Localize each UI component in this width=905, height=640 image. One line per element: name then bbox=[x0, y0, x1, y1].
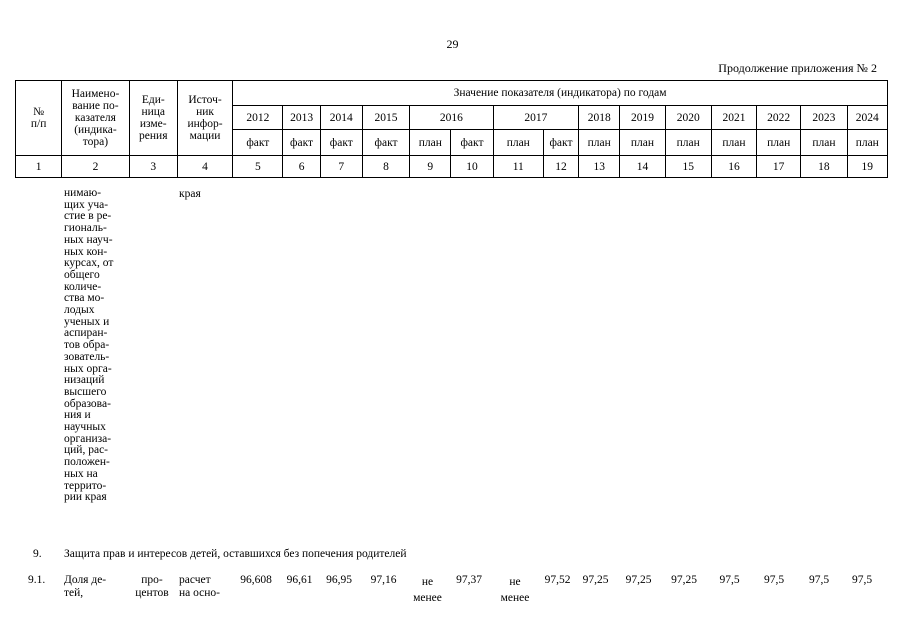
column-number: 15 bbox=[665, 156, 711, 178]
indicator-name-line: ных орга- bbox=[64, 362, 112, 375]
indicator-name-line: ния и bbox=[64, 409, 91, 422]
row-value: 97,5 bbox=[763, 574, 785, 586]
column-number: 9 bbox=[410, 156, 451, 178]
column-number: 10 bbox=[451, 156, 493, 178]
row-number: 9.1. bbox=[28, 574, 46, 586]
header-col-name: Наимено- вание по- казателя (индика- тора) bbox=[62, 81, 129, 156]
section-title: Защита прав и интересов детей, оставшихся без попечения родителей bbox=[64, 548, 407, 560]
indicator-name-line: стие в ре- bbox=[64, 210, 112, 223]
row-value: 97,16 bbox=[370, 574, 397, 586]
indicator-table bbox=[15, 80, 888, 178]
indicator-name-line: ций, рас- bbox=[64, 444, 109, 457]
indicator-name-line: аспиран- bbox=[64, 327, 108, 340]
value-type-label: план bbox=[847, 130, 887, 156]
column-number: 13 bbox=[579, 156, 620, 178]
row-value: не менее bbox=[413, 576, 442, 604]
column-number: 4 bbox=[177, 156, 232, 178]
indicator-name-line: щих уча- bbox=[64, 198, 109, 211]
indicator-name-line: курсах, от bbox=[64, 257, 114, 270]
column-number: 8 bbox=[362, 156, 409, 178]
column-number: 7 bbox=[320, 156, 362, 178]
indicator-name-line: научных bbox=[64, 421, 106, 434]
year-2014: 2014 bbox=[320, 106, 362, 130]
column-number: 2 bbox=[62, 156, 129, 178]
column-number: 12 bbox=[543, 156, 578, 178]
indicator-name-line: рии края bbox=[64, 491, 107, 504]
value-type-label: факт bbox=[283, 130, 320, 156]
column-number: 17 bbox=[757, 156, 801, 178]
indicator-name-line: гиональ- bbox=[64, 222, 107, 235]
value-type-label: план bbox=[493, 130, 543, 156]
header-values-group: Значение показателя (индикатора) по годам bbox=[233, 81, 888, 106]
indicator-name-line: ученых и bbox=[64, 315, 110, 328]
year-2017: 2017 bbox=[493, 106, 578, 130]
indicator-name-line: зователь- bbox=[64, 350, 110, 363]
year-2020: 2020 bbox=[665, 106, 711, 130]
year-2024: 2024 bbox=[847, 106, 887, 130]
continuation-title: Продолжение приложения № 2 bbox=[718, 61, 877, 75]
value-type-label: факт bbox=[320, 130, 362, 156]
page-number: 29 bbox=[446, 37, 459, 51]
value-type-label: план bbox=[665, 130, 711, 156]
indicator-name-line: ных на bbox=[64, 467, 98, 480]
year-2013: 2013 bbox=[283, 106, 320, 130]
year-2018: 2018 bbox=[579, 106, 620, 130]
row-value: 97,25 bbox=[625, 574, 652, 586]
row-value: 96,95 bbox=[326, 574, 352, 586]
row-value: 96,61 bbox=[286, 574, 313, 586]
indicator-name-line: количе- bbox=[64, 280, 102, 293]
value-type-label: план bbox=[620, 130, 665, 156]
table-row bbox=[0, 574, 905, 614]
indicator-name-line: высшего bbox=[64, 385, 107, 398]
value-type-label: план bbox=[757, 130, 801, 156]
value-type-label: план bbox=[801, 130, 847, 156]
indicator-name-line: нимаю- bbox=[64, 187, 102, 199]
value-type-label: факт bbox=[451, 130, 493, 156]
header-col-number: № п/п bbox=[16, 81, 62, 156]
year-2019: 2019 bbox=[620, 106, 665, 130]
column-number: 3 bbox=[129, 156, 177, 178]
value-type-label: план bbox=[410, 130, 451, 156]
column-number: 1 bbox=[16, 156, 62, 178]
row-value: 97,25 bbox=[671, 574, 697, 586]
indicator-name-line: ных кон- bbox=[64, 245, 108, 258]
header-col-unit: Еди- ница изме- рения bbox=[129, 81, 177, 156]
indicator-name-line: ных науч- bbox=[64, 233, 113, 246]
row-value: 97,37 bbox=[456, 574, 482, 586]
section-number: 9. bbox=[33, 548, 42, 560]
column-number: 14 bbox=[620, 156, 665, 178]
value-type-label: план bbox=[711, 130, 756, 156]
indicator-name-line: организа- bbox=[64, 432, 112, 445]
indicator-name-line: террито- bbox=[64, 479, 107, 492]
column-number: 16 bbox=[711, 156, 756, 178]
row-value: 97,5 bbox=[719, 574, 740, 586]
row-value: 97,52 bbox=[544, 574, 571, 586]
value-type-label: факт bbox=[362, 130, 409, 156]
row-source: расчет на осно- bbox=[179, 574, 221, 599]
row-indicator-name: Доля де- тей, bbox=[64, 574, 107, 599]
row-value: не менее bbox=[500, 576, 530, 604]
column-number: 18 bbox=[801, 156, 847, 178]
indicator-name-line: общего bbox=[64, 268, 100, 281]
row-value: 97,5 bbox=[851, 574, 873, 586]
source-continued: края bbox=[179, 188, 201, 200]
column-number: 11 bbox=[493, 156, 543, 178]
indicator-name-line: тов обра- bbox=[64, 339, 110, 352]
value-type-label: факт bbox=[543, 130, 578, 156]
year-2023: 2023 bbox=[801, 106, 847, 130]
column-number: 19 bbox=[847, 156, 887, 178]
indicator-name-line: лодых bbox=[64, 304, 95, 317]
year-2012: 2012 bbox=[233, 106, 283, 130]
year-2016: 2016 bbox=[410, 106, 493, 130]
indicator-name-line: положен- bbox=[64, 456, 110, 469]
indicator-name-line: образова- bbox=[64, 397, 111, 410]
year-2022: 2022 bbox=[757, 106, 801, 130]
value-type-label: план bbox=[579, 130, 620, 156]
value-type-label: факт bbox=[233, 130, 283, 156]
header-col-source: Источ- ник инфор- мации bbox=[177, 81, 232, 156]
row-value: 97,5 bbox=[808, 574, 830, 586]
column-number: 5 bbox=[233, 156, 283, 178]
year-2015: 2015 bbox=[362, 106, 409, 130]
row-unit: про- центов bbox=[135, 574, 169, 599]
row-value: 96,608 bbox=[240, 574, 272, 586]
indicator-name-continued bbox=[64, 188, 134, 504]
row-value: 97,25 bbox=[582, 574, 609, 586]
indicator-name-line: ства мо- bbox=[64, 292, 105, 305]
column-number: 6 bbox=[283, 156, 320, 178]
year-2021: 2021 bbox=[711, 106, 756, 130]
indicator-name-line: низаций bbox=[64, 374, 105, 387]
